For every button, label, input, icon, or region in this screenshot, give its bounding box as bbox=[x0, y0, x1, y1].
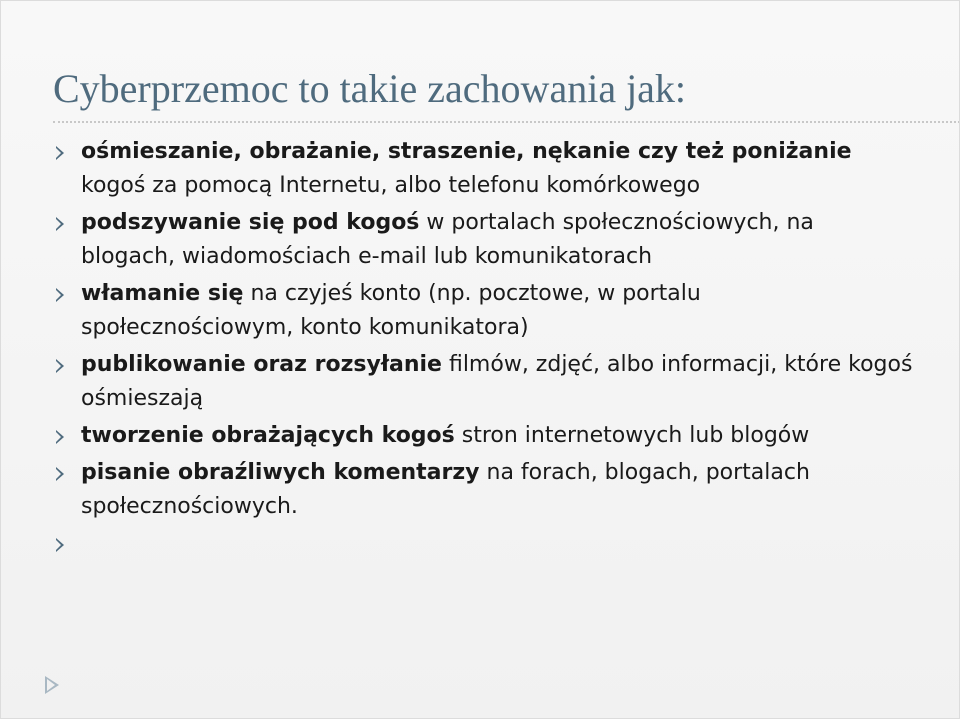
bullet-bold-text: pisanie obraźliwych komentarzy bbox=[81, 460, 480, 485]
list-item bbox=[53, 419, 913, 453]
bullet-text: kogoś za pomocą Internetu, albo telefonu komórkowego bbox=[81, 173, 701, 198]
next-slide-arrow-icon[interactable] bbox=[45, 676, 59, 694]
list-item bbox=[53, 348, 913, 416]
bullet-bold-text: ośmieszanie, obrażanie, straszenie, nękanie czy też poniżanie bbox=[81, 139, 852, 164]
bullet-text: na forach, blogach, portalach społecznościowych. bbox=[81, 460, 810, 519]
slide-title: Cyberprzemoc to takie zachowania jak: bbox=[53, 66, 687, 111]
bullet-bold-text: tworzenie obrażających kogoś bbox=[81, 423, 455, 448]
triangle-bullet-icon bbox=[56, 146, 64, 160]
list-item bbox=[53, 135, 913, 203]
triangle-bullet-icon bbox=[56, 217, 64, 231]
list-item bbox=[53, 206, 913, 274]
bullet-text: na czyjeś konto (np. pocztowe, w portalu społecznościowym, konto komunikatora) bbox=[81, 281, 701, 340]
triangle-bullet-icon bbox=[56, 538, 64, 552]
triangle-bullet-icon bbox=[56, 288, 64, 302]
empty-list-item bbox=[53, 527, 913, 561]
bullet-text: w portalach społecznościowych, na blogach, wiadomościach e-mail lub komunikatorach bbox=[81, 210, 814, 269]
bullet-text: filmów, zdjęć, albo informacji, które kogoś ośmieszają bbox=[81, 352, 913, 411]
bullet-list bbox=[53, 135, 913, 564]
bullet-bold-text: podszywanie się pod kogoś bbox=[81, 210, 420, 235]
list-item bbox=[53, 277, 913, 345]
triangle-bullet-icon bbox=[56, 359, 64, 373]
bullet-bold-text: włamanie się bbox=[81, 281, 244, 306]
triangle-bullet-icon bbox=[56, 430, 64, 444]
list-item bbox=[53, 456, 913, 524]
bullet-text: stron internetowych lub blogów bbox=[454, 423, 810, 448]
bullet-bold-text: publikowanie oraz rozsyłanie bbox=[81, 352, 442, 377]
triangle-bullet-icon bbox=[56, 467, 64, 481]
title-divider bbox=[53, 121, 960, 123]
